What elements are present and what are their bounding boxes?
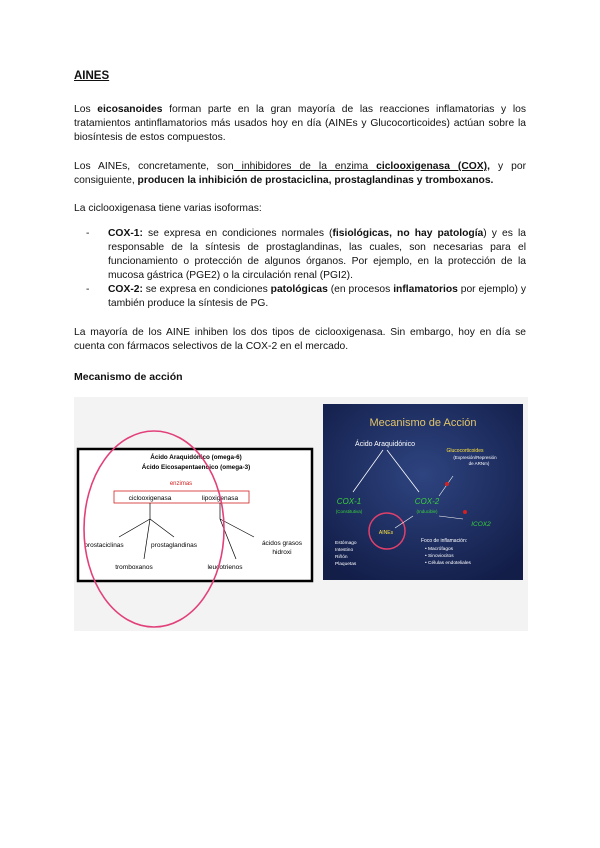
enzyme-cox: ciclooxigenasa <box>128 495 172 502</box>
p2-bold-inhibition: producen la inhibición de prostaciclina, prostaglandinas y tromboxanos. <box>137 175 494 186</box>
cox2-label: COX-2: <box>108 284 143 295</box>
slide-title: Mecanismo de Acción <box>369 417 477 429</box>
enzimas-label: enzimas <box>169 481 193 487</box>
p1-text-1: Los <box>74 104 98 115</box>
cox2-sub: (Inducible) <box>416 509 438 514</box>
page-title: AINES <box>74 70 110 82</box>
section-subheading: Mecanismo de acción <box>74 371 183 383</box>
product-hidroxi: hidroxi <box>272 549 292 556</box>
p1-text-2: forman parte en la gran mayoría de las reacciones inflamatorias y los tratamientos antinflamatorios más usados hoy en día (AINEs y Glucocorticoides) actúan sobre la biosíntesis de estos compuestos. <box>74 104 527 143</box>
cox1-target-1: Estómago <box>335 541 357 546</box>
p2-text-1: Los AINEs, concretamente, son <box>74 161 234 172</box>
source-omega6: Ácido Araquidónico (omega-6) <box>150 454 242 461</box>
mechanism-slide <box>323 404 523 580</box>
icox2-label: ICOX2 <box>471 521 491 528</box>
product-tromboxanos: tromboxanos <box>115 564 153 571</box>
bullet-dash: - <box>86 228 90 239</box>
cox2-target-1: • Macrófagos <box>425 547 454 552</box>
aines-label: AINEs <box>378 530 394 536</box>
glucocorticoides-label: Glucocorticoides <box>446 448 484 454</box>
cox2-text-1: se expresa en condiciones <box>142 284 271 295</box>
product-prostaglandinas: prostaglandinas <box>151 542 197 549</box>
cox2-bold-1: patológicas <box>270 284 328 295</box>
glucocorticoides-sub2: de ARNm) <box>468 461 490 466</box>
cox1-text-2: ) y es la responsable de la síntesis de prostaglandinas, las cuales, son necesarias para el funcionamiento o protección de algunos órganos. Por ejemplo, en la protección de la mucosa gástrica (PGE2) o la circulación renal (PGI2). <box>108 228 526 281</box>
p2-underlined: inhibidores de la enzima <box>233 161 377 172</box>
cox2-bold-2: inflamatorios <box>393 284 458 295</box>
slide-source: Ácido Araquidónico <box>355 441 415 448</box>
list-item-cox2 <box>74 283 526 311</box>
cox1-label: COX-1: <box>108 228 143 239</box>
cox1-text-1: se expresa en condiciones normales ( <box>142 228 333 239</box>
source-omega3: Ácido Eicosapentaenoico (omega-3) <box>141 464 251 471</box>
product-acidos-grasos: ácidos grasos <box>261 540 303 547</box>
isoforms-intro: La ciclooxigenasa tiene varias isoformas: <box>74 203 262 214</box>
cox2-node: COX-2 <box>414 497 440 506</box>
cox1-target-4: Plaquetas <box>335 562 357 567</box>
cox2-target-head: Foco de inflamación: <box>421 538 468 544</box>
p2-bold-cox: ciclooxigenasa (COX), <box>376 161 490 172</box>
product-prostaciclinas: prostaciclinas <box>84 542 124 549</box>
pathway-diagram <box>74 397 324 631</box>
conclusion-paragraph: La mayoría de los AINE inhiben los dos tipos de ciclooxigenasa. Sin embargo, hoy en día se cuenta con fármacos selectivos de la COX-2 en el mercado. <box>74 327 526 352</box>
cox2-target-2: • Sinoviocitos <box>425 554 454 559</box>
cox1-target-2: Intestino <box>335 548 354 553</box>
list-item-cox1 <box>74 227 526 283</box>
glucocorticoides-sub1: (Expresión/Represión <box>453 455 497 460</box>
intro-paragraph <box>74 103 526 145</box>
cox2-target-3: • Células endoteliales <box>425 561 471 566</box>
cox2-text-3: por ejemplo) y también produce la síntesis de PG. <box>108 284 527 309</box>
cox2-text-2: (en procesos <box>327 284 394 295</box>
isoform-list <box>74 227 526 311</box>
product-leucotrienos: leucotrienos <box>207 564 243 571</box>
enzyme-lox: lipoxigenasa <box>201 495 239 502</box>
bullet-dash: - <box>86 284 90 295</box>
cox1-bold: fisiológicas, no hay patología <box>332 228 484 239</box>
p1-bold-eicosanoides: eicosanoides <box>97 104 163 115</box>
cox1-target-3: Riñón <box>335 555 348 560</box>
cox1-sub: (Constitutiva) <box>335 509 363 514</box>
aines-paragraph <box>74 160 526 188</box>
cox1-node: COX-1 <box>336 497 362 506</box>
p2-text-2: y por consiguiente, <box>74 161 526 186</box>
